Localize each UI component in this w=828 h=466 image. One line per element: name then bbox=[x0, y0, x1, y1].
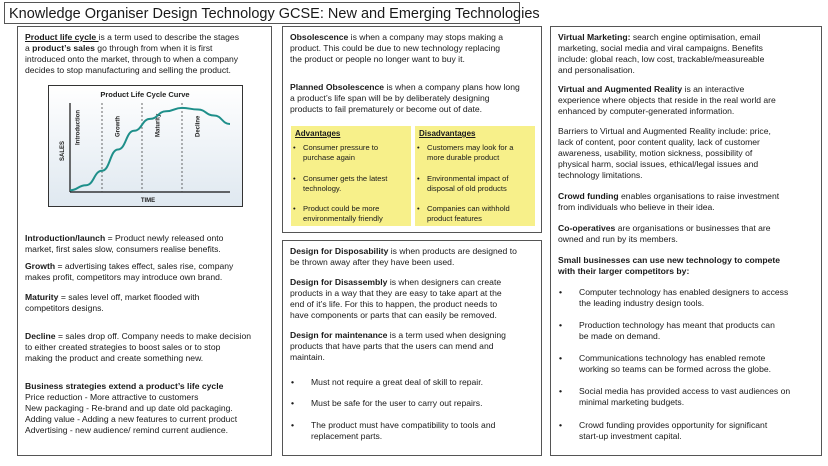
plc-definition-line4: decides to stop manufacturing and selling the product. bbox=[25, 65, 231, 75]
disadvantage-item: • Environmental impact of disposal of old products bbox=[417, 174, 509, 193]
small-business-heading: Small businesses can use new technology to compete bbox=[558, 255, 781, 265]
barriers-line: lack of content, poor content quality, lack of customer bbox=[558, 137, 760, 147]
list-item: • Production technology has meant that products can be made on demand. bbox=[559, 320, 775, 341]
list-item: • Communications technology has enabled remote working so teams can be formed across the globe. bbox=[559, 353, 772, 374]
bullet-icon: • bbox=[291, 377, 295, 387]
product-life-cycle-panel bbox=[17, 26, 272, 456]
bullet-icon: • bbox=[293, 143, 296, 152]
obsolescence-panel bbox=[282, 26, 542, 233]
bullet-icon: • bbox=[291, 398, 295, 408]
bullet-icon: • bbox=[417, 143, 420, 152]
strategy-item: Advertising - new audience/ remind current audience. bbox=[25, 425, 229, 435]
intro-line1: Introduction/launch = Product newly released onto bbox=[25, 233, 224, 243]
advantages-heading: Advantages bbox=[295, 129, 341, 138]
chart-ylabel: SALES bbox=[60, 140, 66, 161]
chart-title: Product Life Cycle Curve bbox=[100, 90, 190, 99]
decline-line1: Decline = sales drop off. Company needs to make decision bbox=[25, 331, 252, 341]
stage-label-decline: Decline bbox=[195, 115, 202, 137]
bullet-icon: • bbox=[559, 287, 563, 297]
barriers-line: physical harm, social issues, ethical/legal issues and bbox=[558, 159, 759, 169]
maintenance-line2: products that have parts that the users can mend and bbox=[290, 341, 494, 351]
bullet-icon: • bbox=[559, 420, 563, 430]
bullet-icon: • bbox=[559, 320, 563, 330]
bullet-icon: • bbox=[291, 420, 295, 430]
planned-obsolescence-line3: products to fail prematurely or become out of date. bbox=[290, 104, 483, 114]
bullet-icon: • bbox=[559, 353, 563, 363]
small-business-heading: with their larger competitors by: bbox=[558, 266, 690, 276]
list-item: • Must be safe for the user to carry out repairs. bbox=[291, 398, 483, 408]
disadvantage-item: • Customers may look for a more durable product bbox=[417, 143, 514, 162]
stage-label-introduction: Introduction bbox=[75, 110, 82, 145]
strategy-item: Adding value - Adding a new features to current product bbox=[25, 414, 238, 424]
bullet-icon: • bbox=[559, 386, 563, 396]
design-for-panel bbox=[282, 240, 542, 456]
disassembly-line3: end of it’s life. For this to happen, the product needs to bbox=[290, 299, 498, 309]
list-item: • The product must have compatibility to tools and replacement parts. bbox=[291, 420, 496, 441]
maintenance-line3: maintain. bbox=[290, 352, 325, 362]
emerging-tech-panel bbox=[550, 26, 822, 456]
bullet-icon: • bbox=[417, 204, 420, 213]
virtual-marketing-line2: marketing, social media and viral campaigns. Benefits bbox=[558, 43, 763, 53]
disassembly-line2: products in a way that they are easy to take apart at the bbox=[290, 288, 502, 298]
disadvantages-box bbox=[415, 126, 535, 226]
maturity-line2: competitors designs. bbox=[25, 303, 104, 313]
disposability-line1: Design for Disposability is when products are designed to bbox=[290, 246, 517, 256]
virtual-marketing-line3: include: global reach, low cost, trackable/measureable bbox=[558, 54, 765, 64]
maintenance-line1: Design for maintenance is a term used when designing bbox=[290, 330, 506, 340]
disassembly-line1: Design for Disassembly is when designers can create bbox=[290, 277, 502, 287]
obsolescence-line2: product. This could be due to new technology replacing bbox=[290, 43, 501, 53]
barriers-line: technology limitations. bbox=[558, 170, 643, 180]
virtual-marketing-line4: and personalisation. bbox=[558, 65, 635, 75]
strategies-heading: Business strategies extend a product’s life cycle bbox=[25, 381, 224, 391]
bullet-icon: • bbox=[293, 204, 296, 213]
crowd-funding-line2: from individuals who believe in their idea. bbox=[558, 202, 715, 212]
strategy-item: New packaging - Re-brand and up date old packaging. bbox=[25, 403, 233, 413]
plc-definition-line1: Product life cycle is a term used to describe the stages bbox=[25, 32, 239, 42]
bullet-icon: • bbox=[293, 174, 296, 183]
list-item: • Social media has provided access to vast audiences on minimal marketing budgets. bbox=[559, 386, 791, 407]
advantages-box bbox=[291, 126, 411, 226]
plc-definition-line2: a product’s sales go through from when it is first bbox=[25, 43, 213, 53]
intro-line2: market, first sales slow, consumers realise benefits. bbox=[25, 244, 221, 254]
advantage-item: • Consumer pressure to purchase again bbox=[293, 143, 379, 162]
crowd-funding-line1: Crowd funding enables organisations to raise investment bbox=[558, 191, 780, 201]
disposability-line2: be thrown away after they have been used. bbox=[290, 257, 455, 267]
cooperatives-line2: owned and run by its members. bbox=[558, 234, 678, 244]
cooperatives-line1: Co-operatives are organisations or businesses that are bbox=[558, 223, 771, 233]
stage-label-growth: Growth bbox=[115, 116, 122, 137]
list-item: • Must not require a great deal of skill to repair. bbox=[291, 377, 483, 387]
vr-ar-line2: experience where objects that reside in the real world are bbox=[558, 95, 776, 105]
decline-line2: to either created strategies to boost sales or to stop bbox=[25, 342, 221, 352]
planned-obsolescence-line1: Planned Obsolescence is when a company plans how long bbox=[290, 82, 520, 92]
bullet-icon: • bbox=[417, 174, 420, 183]
virtual-marketing-line1: Virtual Marketing: search engine optimisation, email bbox=[558, 32, 761, 42]
list-item: • Computer technology has enabled designers to access the leading industry design tools. bbox=[559, 287, 789, 308]
chart-xlabel: TIME bbox=[140, 198, 156, 204]
page-title: Knowledge Organiser Design Technology GCSE: New and Emerging Technologies bbox=[4, 2, 520, 24]
decline-line3: making the product and create something new. bbox=[25, 353, 204, 363]
barriers-line: awareness, usability, motion sickness, possibility of bbox=[558, 148, 753, 158]
disadvantages-heading: Disadvantages bbox=[419, 129, 476, 138]
obsolescence-line1: Obsolescence is when a company may stops making a bbox=[290, 32, 504, 42]
disassembly-line4: have components or parts that can easily be removed. bbox=[290, 310, 497, 320]
plc-definition-line3: introduced onto the market, through to when a company bbox=[25, 54, 239, 64]
growth-line1: Growth = advertising takes effect, sales rise, company bbox=[25, 261, 234, 271]
disadvantage-item: • Companies can withhold product features bbox=[417, 204, 510, 223]
planned-obsolescence-line2: a product’s life span will be by deliberately designing bbox=[290, 93, 490, 103]
list-item: • Crowd funding provides opportunity for significant start-up investment capital. bbox=[559, 420, 768, 441]
product-life-cycle-chart bbox=[48, 85, 243, 207]
barriers-line: Barriers to Virtual and Augmented Reality include: price, bbox=[558, 126, 771, 136]
strategy-item: Price reduction - More attractive to customers bbox=[25, 392, 199, 402]
vr-ar-line1: Virtual and Augmented Reality is an interactive bbox=[558, 84, 745, 94]
growth-line2: makes profit, competitors may introduce own brand. bbox=[25, 272, 223, 282]
stage-label-maturity: Maturity bbox=[155, 113, 162, 137]
advantage-item: • Product could be more environmentally friendly bbox=[293, 204, 383, 223]
maturity-line1: Maturity = sales level off, market flooded with bbox=[25, 292, 200, 302]
advantage-item: • Consumer gets the latest technology. bbox=[293, 174, 388, 193]
obsolescence-line3: the product or people no longer want to buy it. bbox=[290, 54, 465, 64]
vr-ar-line3: enhanced by computer-generated information. bbox=[558, 106, 735, 116]
